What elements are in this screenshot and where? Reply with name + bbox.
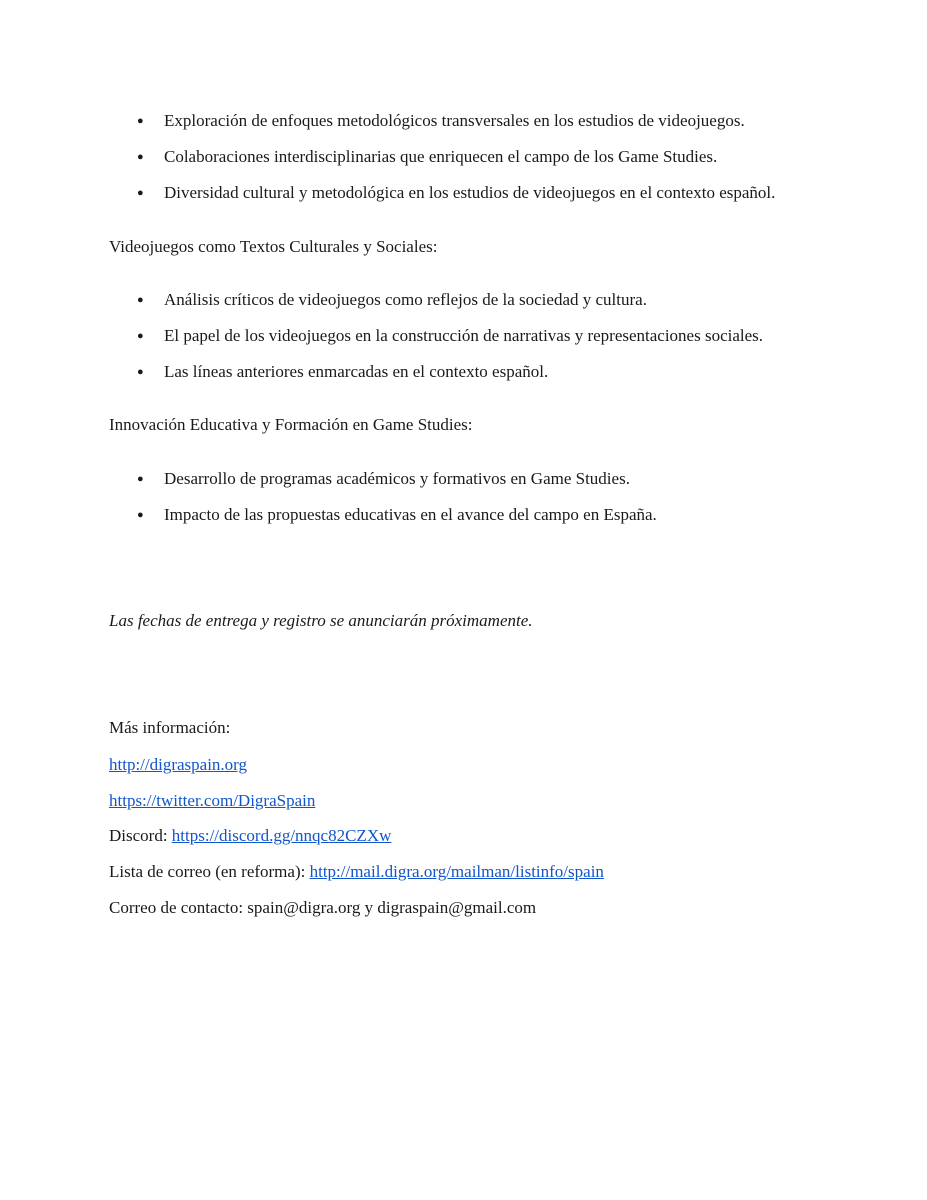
list-item: ● Desarrollo de programas académicos y formativos en Game Studies. bbox=[137, 469, 630, 488]
website-link-line bbox=[109, 754, 247, 776]
bullet-list-cultural-texts bbox=[137, 289, 897, 397]
discord-line bbox=[109, 825, 391, 847]
bullet-icon: ● bbox=[137, 187, 144, 199]
bullet-icon: ● bbox=[137, 473, 144, 485]
bullet-icon: ● bbox=[137, 330, 144, 342]
bullet-list-methodology bbox=[137, 110, 897, 218]
bullet-list-education bbox=[137, 468, 897, 540]
contact-email-text: Correo de contacto: spain@digra.org y digraspain@gmail.com bbox=[109, 898, 537, 917]
bullet-icon: ● bbox=[137, 366, 144, 378]
bullet-icon: ● bbox=[137, 151, 144, 163]
list-item: ● Impacto de las propuestas educativas en el avance del campo en España. bbox=[137, 505, 657, 524]
mailing-list-link[interactable]: http://mail.digra.org/mailman/listinfo/spain bbox=[309, 862, 604, 881]
discord-label: Discord: bbox=[109, 826, 168, 845]
twitter-link-line bbox=[109, 790, 315, 812]
list-item: ● Colaboraciones interdisciplinarias que enriquecen el campo de los Game Studies. bbox=[137, 147, 718, 166]
dates-notice: Las fechas de entrega y registro se anunciarán próximamente. bbox=[109, 611, 533, 630]
bullet-icon: ● bbox=[137, 294, 144, 306]
twitter-link[interactable]: https://twitter.com/DigraSpain bbox=[109, 791, 316, 810]
section-heading-education: Innovación Educativa y Formación en Game Studies: bbox=[109, 415, 473, 434]
bullet-icon: ● bbox=[137, 509, 144, 521]
discord-link[interactable]: https://discord.gg/nnqc82CZXw bbox=[171, 826, 392, 845]
list-item: ● Diversidad cultural y metodológica en los estudios de videojuegos en el contexto español. bbox=[137, 183, 776, 202]
list-item: ● Las líneas anteriores enmarcadas en el contexto español. bbox=[137, 362, 549, 381]
mailing-list-line bbox=[109, 861, 604, 883]
section-heading-cultural-texts: Videojuegos como Textos Culturales y Sociales: bbox=[109, 237, 438, 256]
more-info-title: Más información: bbox=[109, 718, 231, 737]
mailing-list-label: Lista de correo (en reforma): bbox=[109, 862, 306, 881]
list-item: ● El papel de los videojuegos en la construcción de narrativas y representaciones sociales. bbox=[137, 326, 764, 345]
list-item: ● Exploración de enfoques metodológicos transversales en los estudios de videojuegos. bbox=[137, 111, 745, 130]
website-link[interactable]: http://digraspain.org bbox=[109, 755, 248, 774]
bullet-icon: ● bbox=[137, 115, 144, 127]
list-item: ● Análisis críticos de videojuegos como reflejos de la sociedad y cultura. bbox=[137, 290, 647, 309]
